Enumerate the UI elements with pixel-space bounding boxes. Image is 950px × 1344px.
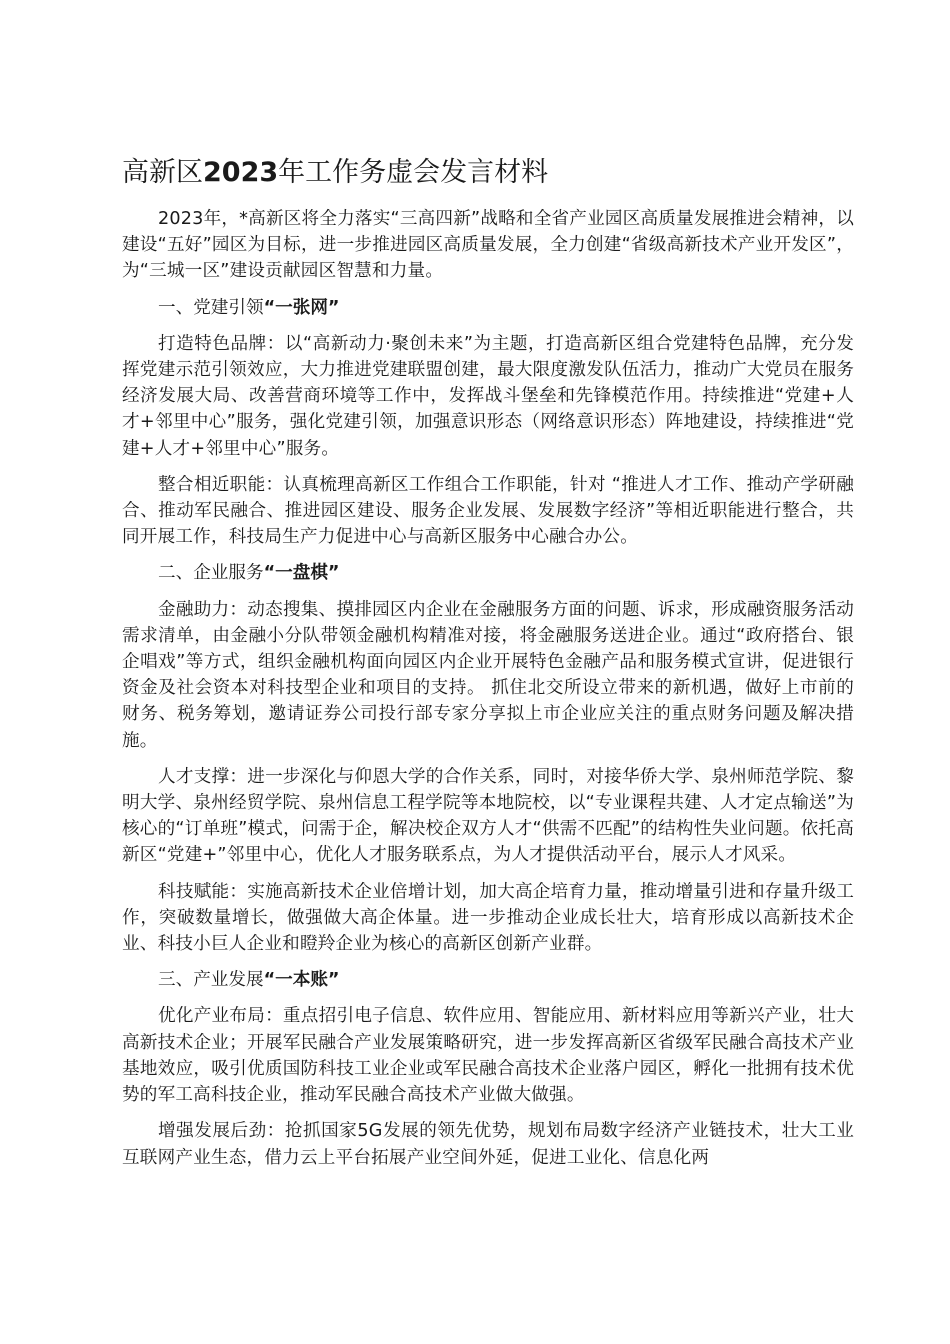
- body-paragraph: 整合相近职能：认真梳理高新区工作组合工作职能，针对 “推进人才工作、推动产学研融合、推动军民融合、推进园区建设、服务企业发展、发展数字经济”等相近职能进行整合，共同开展工作，科技局生产力促进中心与高新区服务中心融合办公。: [122, 474, 854, 548]
- body-paragraph: 打造特色品牌：以“高新动力·聚创未来”为主题，打造高新区组合党建特色品牌，充分发挥党建示范引领效应，大力推进党建联盟创建，最大限度激发队伍活力，推动广大党员在服务经济发展大局、改善营商环境等工作中，发挥战斗堡垒和先锋模范作用。持续推进“党建+人才+邻里中心”服务，强化党建引领，加强意识形态（网络意识形态）阵地建设，持续推进“党建+人才+邻里中心”服务。: [122, 333, 854, 459]
- section-heading-label: 三、产业发展: [158, 970, 264, 991]
- body-paragraph: 科技赋能：实施高新技术企业倍增计划，加大高企培育力量，推动增量引进和存量升级工作，突破数量增长，做强做大高企体量。进一步推动企业成长壮大，培育形成以高新技术企业、科技小巨人企业和瞪羚企业为核心的高新区创新产业群。: [122, 881, 854, 955]
- section-heading-emphasis: “一盘棋”: [263, 563, 340, 584]
- section-heading: [122, 560, 854, 586]
- section-heading-label: 一、党建引领: [158, 297, 264, 318]
- body-paragraph: 优化产业布局：重点招引电子信息、软件应用、智能应用、新材料应用等新兴产业，壮大高新技术企业；开展军民融合产业发展策略研究，进一步发挥高新区省级军民融合高技术产业基地效应，吸引优质国防科技工业企业或军民融合高技术企业落户园区，孵化一批拥有技术优势的军工高科技企业，推动军民融合高技术产业做大做强。: [122, 1006, 854, 1106]
- section-heading-emphasis: “一本账”: [263, 970, 340, 991]
- body-paragraph: 金融助力：动态搜集、摸排园区内企业在金融服务方面的问题、诉求，形成融资服务活动需求清单，由金融小分队带领金融机构精准对接，将金融服务送进企业。通过“政府搭台、银企唱戏”等方式，组织金融机构面向园区内企业开展特色金融产品和服务模式宣讲，促进银行资金及社会资本对科技型企业和项目的支持。 抓住北交所设立带来的新机遇，做好上市前的财务、税务筹划，邀请证券公司投行部专家分享拟上市企业应关注的重点财务问题及解决措施。: [122, 599, 854, 751]
- section-heading-label: 二、企业服务: [158, 563, 264, 584]
- title-year: 2023: [203, 157, 279, 188]
- title-prefix: 高新区: [122, 157, 203, 188]
- section-heading-emphasis: “一张网”: [263, 297, 340, 318]
- section-heading: [122, 967, 854, 993]
- body-paragraph: 人才支撑：进一步深化与仰恩大学的合作关系，同时，对接华侨大学、泉州师范学院、黎明大学、泉州经贸学院、泉州信息工程学院等本地院校，以“专业课程共建、人才定点输送”为核心的“订单班”模式，问需于企，解决校企双方人才“供需不匹配”的结构性失业问题。依托高新区“党建+”邻里中心，优化人才服务联系点，为人才提供活动平台，展示人才风采。: [122, 766, 854, 866]
- intro-paragraph: 2023年，*高新区将全力落实“三高四新”战略和全省产业园区高质量发展推进会精神，以建设“五好”园区为目标，进一步推进园区高质量发展，全力创建“省级高新技术产业开发区”，为“三城一区”建设贡献园区智慧和力量。: [122, 209, 854, 282]
- body-paragraph: 增强发展后劲：抢抓国家5G发展的领先优势，规划布局数字经济产业链技术，壮大工业互联网产业生态，借力云上平台拓展产业空间外延，促进工业化、信息化两: [122, 1121, 854, 1168]
- document-page: [122, 150, 854, 1181]
- title-suffix: 年工作务虚会发言材料: [278, 157, 549, 188]
- document-title: [122, 150, 854, 196]
- section-heading: [122, 295, 854, 321]
